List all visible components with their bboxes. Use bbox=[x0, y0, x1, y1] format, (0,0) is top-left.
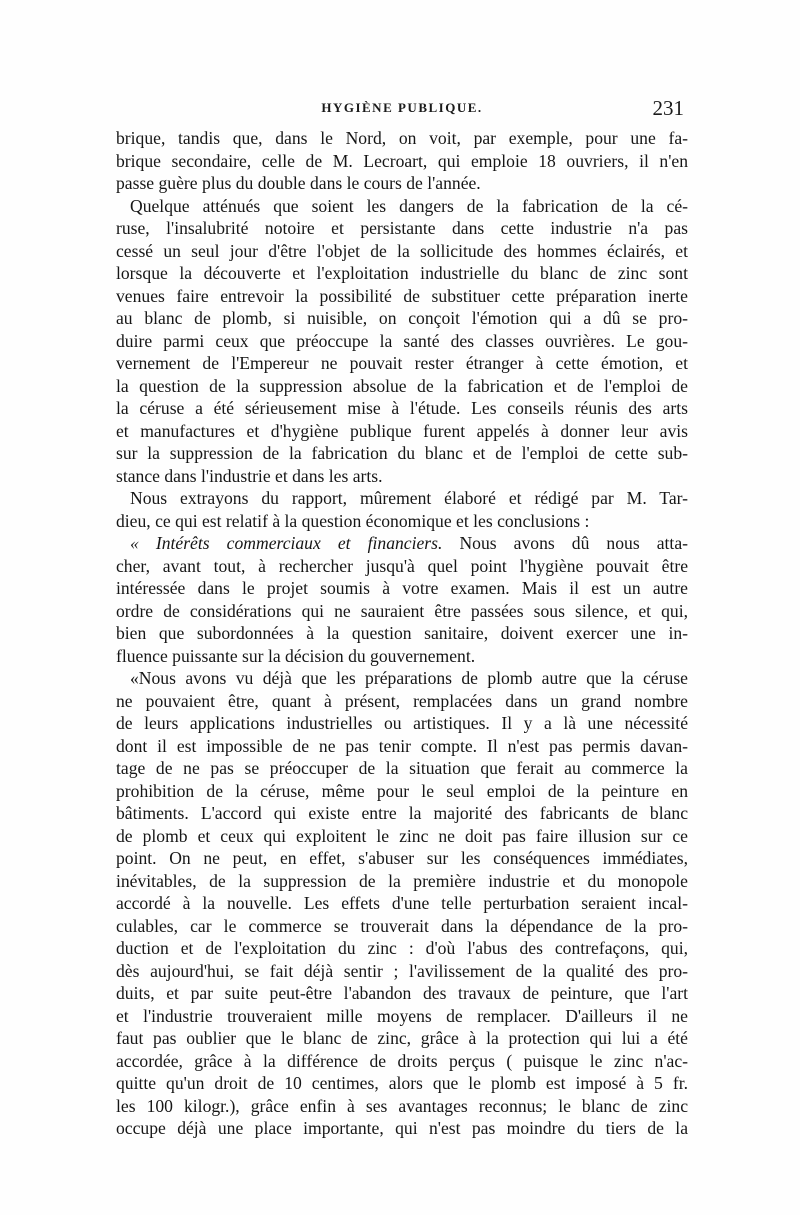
text-line: inévitables, de la suppression de la première industrie et du monopole bbox=[116, 870, 688, 891]
text-line: cessé un seul jour d'être l'objet de la sollicitude des hommes éclairés, et bbox=[116, 240, 688, 261]
text-line: tage de ne pas se préoccuper de la situation que ferait au commerce la bbox=[116, 758, 688, 778]
text-line: venues faire entrevoir la possibilité de substituer cette préparation inerte bbox=[116, 285, 688, 306]
text-line: vernement de l'Empereur ne pouvait rester étranger à cette émotion, et bbox=[116, 353, 688, 373]
text-line: de leurs applications industrielles ou artistiques. Il y a là une nécessité bbox=[116, 713, 688, 733]
italic-heading: « Intérêts commerciaux et financiers. bbox=[130, 533, 443, 553]
text-line: accordée, grâce à la différence de droits perçus ( puisque le zinc n'ac- bbox=[116, 1050, 688, 1071]
text-line bbox=[116, 532, 688, 555]
text-line: occupe déjà une place importante, qui n'est pas moindre du tiers de la bbox=[116, 1118, 688, 1138]
text-line: ne pouvaient être, quant à présent, remplacées dans un grand nombre bbox=[116, 690, 688, 711]
text-line: brique secondaire, celle de M. Lecroart, qui emploie 18 ouvriers, il n'en bbox=[116, 150, 688, 171]
text-line: et manufactures et d'hygiène publique furent appelés à donner leur avis bbox=[116, 420, 688, 441]
text-line-rest: Nous avons dû nous atta- bbox=[442, 533, 688, 553]
text-line: ordre de considérations qui ne sauraient être passées sous silence, et qui, bbox=[116, 600, 688, 621]
text-line: intéressée dans le projet soumis à votre examen. Mais il est un autre bbox=[116, 578, 688, 598]
text-line: Nous extrayons du rapport, mûrement élaboré et rédigé par M. Tar- bbox=[130, 488, 688, 508]
text-line: lorsque la découverte et l'exploitation industrielle du blanc de zinc sont bbox=[116, 263, 688, 283]
text-line: fluence puissante sur la décision du gouvernement. bbox=[116, 645, 476, 666]
text-line: «Nous avons vu déjà que les préparations de plomb autre que la céruse bbox=[130, 668, 688, 688]
text-line: prohibition de la céruse, même pour le seul emploi de la peinture en bbox=[116, 780, 688, 801]
text-line: au blanc de plomb, si nuisible, on conçoit l'émotion qui a dû se pro- bbox=[116, 308, 688, 328]
text-line: duire parmi ceux que préoccupe la santé des classes ouvrières. Le gou- bbox=[116, 330, 688, 351]
text-line: la céruse a été sérieusement mise à l'étude. Les conseils réunis des arts bbox=[116, 398, 688, 418]
text-line: accordé à la nouvelle. Les effets d'une telle perturbation seraient incal- bbox=[116, 893, 688, 913]
text-line: dont il est impossible de ne pas tenir compte. Il n'est pas permis davan- bbox=[116, 735, 688, 756]
text-line: faut pas oublier que le blanc de zinc, grâce à la protection qui lui a été bbox=[116, 1028, 688, 1048]
body-text bbox=[116, 127, 688, 1140]
text-line: dieu, ce qui est relatif à la question économique et les conclusions : bbox=[116, 510, 590, 531]
text-line: ruse, l'insalubrité notoire et persistante dans cette industrie n'a pas bbox=[116, 218, 688, 238]
text-line: cher, avant tout, à rechercher jusqu'à quel point l'hygiène pouvait être bbox=[116, 555, 688, 576]
text-line: quitte qu'un droit de 10 centimes, alors que le plomb est imposé à 5 fr. bbox=[116, 1073, 688, 1093]
text-line: duits, et par suite peut-être l'abandon des travaux de peinture, que l'art bbox=[116, 983, 688, 1003]
text-line: sur la suppression de la fabrication du blanc et de l'emploi de cette sub- bbox=[116, 443, 688, 463]
text-line: de plomb et ceux qui exploitent le zinc ne doit pas faire illusion sur ce bbox=[116, 825, 688, 846]
text-line: brique, tandis que, dans le Nord, on voit, par exemple, pour une fa- bbox=[116, 128, 688, 148]
text-line: et l'industrie trouveraient mille moyens de remplacer. D'ailleurs il ne bbox=[116, 1005, 688, 1026]
text-line: passe guère plus du double dans le cours de l'année. bbox=[116, 173, 481, 193]
text-line: point. On ne peut, en effet, s'abuser sur les conséquences immédiates, bbox=[116, 848, 688, 868]
text-line: duction et de l'exploitation du zinc : d'où l'abus des contrefaçons, qui, bbox=[116, 938, 688, 958]
text-line: bien que subordonnées à la question sanitaire, doivent exercer une in- bbox=[116, 623, 688, 643]
text-line: dès aujourd'hui, se fait déjà sentir ; l'avilissement de la qualité des pro- bbox=[116, 960, 688, 981]
running-head bbox=[116, 96, 688, 120]
text-line: la question de la suppression absolue de la fabrication et de l'emploi de bbox=[116, 375, 688, 396]
running-title: HYGIÈNE PUBLIQUE. bbox=[321, 100, 483, 115]
text-line: stance dans l'industrie et dans les arts. bbox=[116, 465, 383, 486]
page-number: 231 bbox=[652, 96, 684, 120]
text-line: bâtiments. L'accord qui existe entre la majorité des fabricants de blanc bbox=[116, 803, 688, 823]
text-line: culables, car le commerce se trouverait dans la dépendance de la pro- bbox=[116, 915, 688, 936]
text-line: Quelque atténués que soient les dangers de la fabrication de la cé- bbox=[130, 195, 688, 216]
text-line: les 100 kilogr.), grâce enfin à ses avantages reconnus; le blanc de zinc bbox=[116, 1095, 688, 1116]
